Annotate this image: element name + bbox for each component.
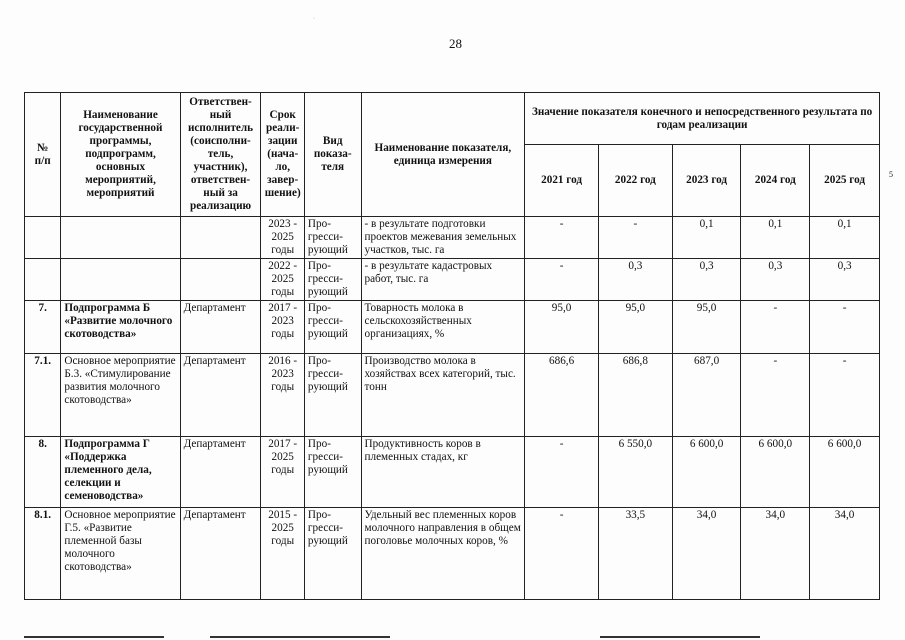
value-cell: 95,0 <box>672 301 741 354</box>
table-row <box>25 259 880 301</box>
value-cell: - <box>525 508 599 600</box>
executor-cell: Департамент <box>180 301 261 354</box>
value-cell: 34,0 <box>810 508 880 600</box>
indicator-table <box>24 92 880 600</box>
indicator-name-cell: - в результате кадастровых работ, тыс. га <box>361 259 525 301</box>
term-cell: 2023 - 2025 годы <box>261 217 304 259</box>
table-row <box>25 354 880 437</box>
table-row <box>25 217 880 259</box>
program-name-cell <box>61 217 180 259</box>
value-cell: 686,6 <box>525 354 599 437</box>
program-name-cell: Подпрограмма Г «Поддержка племенного дела, селекции и семеноводства» <box>61 437 180 508</box>
term-cell: 2015 - 2025 годы <box>261 508 304 600</box>
indicator-name-cell: Продуктивность коров в племенных стадах, кг <box>361 437 525 508</box>
header-year-2022: 2022 год <box>598 145 672 217</box>
value-cell: 0,3 <box>810 259 880 301</box>
term-cell: 2017 - 2023 годы <box>261 301 304 354</box>
header-year-2021: 2021 год <box>525 145 599 217</box>
value-cell: 95,0 <box>598 301 672 354</box>
row-number-cell: 8. <box>25 437 61 508</box>
program-name-cell: Подпрограмма Б «Развитие молочного скотоводства» <box>61 301 180 354</box>
header-executor: Ответствен-ный исполнитель (соисполни-тель, участник), ответствен-ный за реализацию <box>180 93 261 217</box>
header-values-group: Значение показателя конечного и непосредственного результата по годам реализации <box>525 93 880 145</box>
row-number-cell: 7.1. <box>25 354 61 437</box>
value-cell: 686,8 <box>598 354 672 437</box>
value-cell: 34,0 <box>741 508 810 600</box>
value-cell: 0,1 <box>810 217 880 259</box>
value-cell: - <box>525 259 599 301</box>
value-cell: 0,3 <box>598 259 672 301</box>
scan-mark: · <box>313 16 315 22</box>
header-term: Срок реали-зации (нача-ло, завер-шение) <box>261 93 304 217</box>
term-cell: 2016 - 2023 годы <box>261 354 304 437</box>
value-cell: 0,3 <box>741 259 810 301</box>
executor-cell: Департамент <box>180 437 261 508</box>
row-number-cell <box>25 217 61 259</box>
executor-cell <box>180 259 261 301</box>
value-cell: 6 600,0 <box>810 437 880 508</box>
table-row <box>25 508 880 600</box>
term-cell: 2017 - 2025 годы <box>261 437 304 508</box>
bottom-rule <box>210 636 390 638</box>
value-cell: 34,0 <box>672 508 741 600</box>
program-name-cell: Основное мероприятие Б.3. «Стимулирование развития молочного скотоводства» <box>61 354 180 437</box>
indicator-kind-cell: Про- гресси- рующий <box>304 301 361 354</box>
value-cell: 33,5 <box>598 508 672 600</box>
bottom-rule <box>600 636 760 638</box>
indicator-name-cell: Товарность молока в сельскохозяйственных организациях, % <box>361 301 525 354</box>
program-name-cell: Основное мероприятие Г.5. «Развитие племенной базы молочного скотоводства» <box>61 508 180 600</box>
value-cell: - <box>525 217 599 259</box>
executor-cell: Департамент <box>180 508 261 600</box>
header-year-2025: 2025 год <box>810 145 880 217</box>
value-cell: 6 600,0 <box>741 437 810 508</box>
row-number-cell <box>25 259 61 301</box>
value-cell: 687,0 <box>672 354 741 437</box>
table-header-row <box>25 93 880 145</box>
table-row <box>25 301 880 354</box>
value-cell: - <box>810 301 880 354</box>
value-cell: 0,3 <box>672 259 741 301</box>
value-cell: - <box>598 217 672 259</box>
executor-cell: Департамент <box>180 354 261 437</box>
table-row <box>25 437 880 508</box>
header-indicator-kind: Вид показа-теля <box>304 93 361 217</box>
value-cell: 0,1 <box>741 217 810 259</box>
value-cell: - <box>741 301 810 354</box>
indicator-name-cell: Удельный вес племенных коров молочного направления в общем поголовье молочных коров, % <box>361 508 525 600</box>
header-indicator-name: Наименование показателя, единица измерения <box>361 93 525 217</box>
header-program-name: Наименование государственной программы, подпрограмм, основных мероприятий, мероприятий <box>61 93 180 217</box>
header-year-2024: 2024 год <box>741 145 810 217</box>
header-no: № п/п <box>25 93 61 217</box>
row-number-cell: 8.1. <box>25 508 61 600</box>
value-cell: 0,1 <box>672 217 741 259</box>
page-number: 28 <box>449 36 462 51</box>
value-cell: - <box>741 354 810 437</box>
margin-mark: 5 <box>889 170 893 179</box>
indicator-name-cell: - в результате подготовки проектов межевания земельных участков, тыс. га <box>361 217 525 259</box>
bottom-rule <box>24 636 164 638</box>
indicator-kind-cell: Про- гресси- рующий <box>304 437 361 508</box>
value-cell: 95,0 <box>525 301 599 354</box>
indicator-kind-cell: Про- гресси- рующий <box>304 259 361 301</box>
executor-cell <box>180 217 261 259</box>
value-cell: - <box>525 437 599 508</box>
value-cell: 6 550,0 <box>598 437 672 508</box>
indicator-kind-cell: Про- гресси- рующий <box>304 217 361 259</box>
term-cell: 2022 - 2025 годы <box>261 259 304 301</box>
indicator-kind-cell: Про- гресси- рующий <box>304 508 361 600</box>
header-year-2023: 2023 год <box>672 145 741 217</box>
indicator-name-cell: Производство молока в хозяйствах всех категорий, тыс. тонн <box>361 354 525 437</box>
row-number-cell: 7. <box>25 301 61 354</box>
value-cell: - <box>810 354 880 437</box>
indicator-kind-cell: Про- гресси- рующий <box>304 354 361 437</box>
program-name-cell <box>61 259 180 301</box>
value-cell: 6 600,0 <box>672 437 741 508</box>
